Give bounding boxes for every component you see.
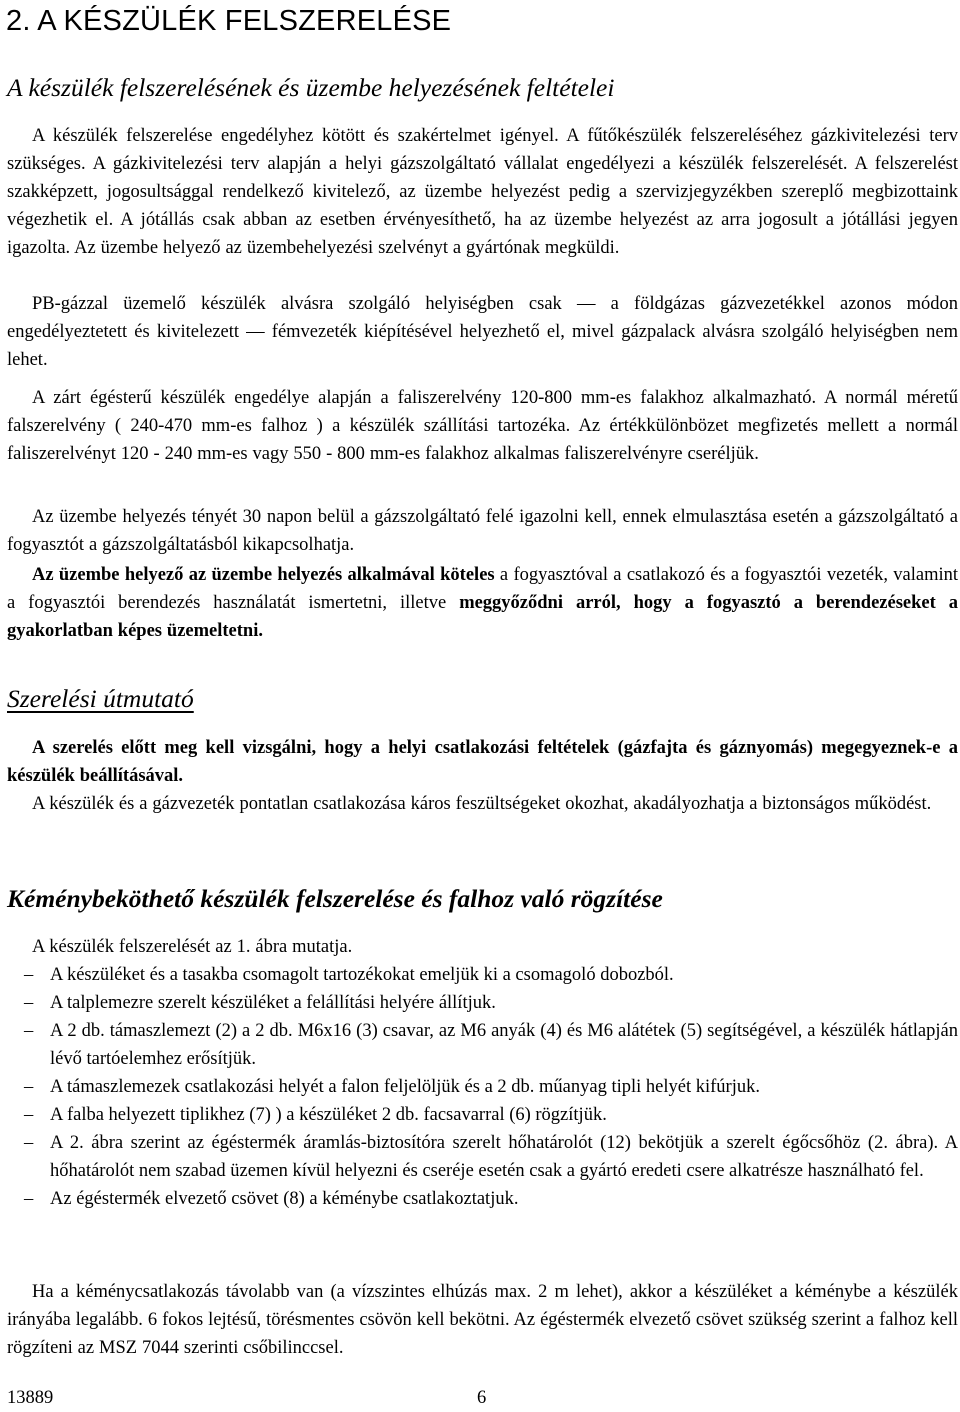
section-title-conditions: A készülék felszerelésének és üzembe helyezésének feltételei — [7, 73, 615, 102]
list-item-text: A támaszlemezek csatlakozási helyét a falon feljelöljük és a 2 db. műanyag tipli helyét kifúrjuk. — [50, 1077, 760, 1097]
section-title-chimney-mounting: Kéménybeköthető készülék felszerelése és falhoz való rögzítése — [7, 884, 663, 913]
dash-bullet: – — [24, 993, 34, 1013]
paragraph-pb-gas: PB-gázzal üzemelő készülék alvásra szolgáló helyiségben csak — a földgázas gázvezetékkel azonos módon engedélyeztetett és kivitelezett — fémvezeték kiépítésével helyezhető el, mivel gázpalack alvásra szolgáló helyiségben nem lehet. — [7, 294, 958, 370]
dash-bullet: – — [24, 965, 34, 985]
list-item-text: A talplemezre szerelt készüléket a felállítási helyére állítjuk. — [50, 993, 496, 1013]
list-item — [7, 1185, 958, 1213]
dash-bullet: – — [24, 1189, 34, 1209]
list-item-text: A 2 db. támaszlemezt (2) a 2 db. M6x16 (3) csavar, az M6 anyák (4) és M6 alátétek (5) segítségével, a készülék hátlapján lévő tartóelemhez erősítjük. — [50, 1021, 958, 1069]
paragraph-figure-reference: A készülék felszerelését az 1. ábra mutatja. — [32, 937, 353, 957]
installation-steps-list — [7, 961, 958, 1213]
paragraph-installer-duties — [7, 561, 958, 645]
list-item — [7, 989, 958, 1017]
list-item — [7, 961, 958, 989]
list-item-text: Az égéstermék elvezető csövet (8) a kéménybe csatlakoztatjuk. — [50, 1189, 519, 1209]
list-item — [7, 1017, 958, 1073]
paragraph-chimney-connection: Ha a kéménycsatlakozás távolabb van (a vízszintes elhúzás max. 2 m lehet), akkor a készüléket a kéménybe a készülék irányába legalább. 6 fokos lejtésű, törésmentes csövön kell bekötni. Az égéstermék elvezető csövet szükség szerint a falhoz kell rögzíteni az MSZ 7044 szerinti csőbilinccsel. — [7, 1282, 958, 1358]
list-item — [7, 1129, 958, 1185]
paragraph-check-conditions: A szerelés előtt meg kell vizsgálni, hogy a helyi csatlakozási feltételek (gázfajta és gáznyomás) megegyeznek-e a készülék beállításával. — [7, 738, 958, 786]
dash-bullet: – — [24, 1105, 34, 1125]
installer-duty-text: a fogyasztóval a csatlakozó és a fogyasztói vezeték, valamint a fogyasztói berendezés használatát ismertetni, illetve — [7, 565, 958, 613]
chapter-heading: 2. A KÉSZÜLÉK FELSZERELÉSE — [6, 5, 452, 37]
section-title-installation-guide: Szerelési útmutató — [7, 684, 194, 713]
list-item — [7, 1101, 958, 1129]
paragraph-permit: A készülék felszerelése engedélyhez kötött és szakértelmet igényel. A fűtőkészülék felszereléséhez gázkivitelezési terv szükséges. A gázkivitelezési terv alapján a helyi gázszolgáltató vállalat engedélyezi a készülék felszerelését. A felszerelést szakképzett, jogosultsággal rendelkező kivitelező, az üzembe helyezést pedig a szervizjegyzékben szereplő megbizottaink végezhetik el. A jótállás csak abban az esetben érvényesíthető, ha az üzembe helyezést az arra jogosult a jótállási jegyen igazolta. Az üzembe helyező az üzembehelyezési szelvényt a gyártónak megküldi. — [7, 126, 958, 258]
list-item-text: A 2. ábra szerint az égéstermék áramlás-biztosítóra szerelt hőhatárolót (12) bekötjük a szerelt égőcsőhöz (2. ábra). A hőhatárolót nem szabad üzemen kívül helyezni és cseréje esetén csak a gyártó eredeti csere alkatrésze használható fel. — [50, 1133, 958, 1181]
dash-bullet: – — [24, 1077, 34, 1097]
installer-duty-bold: Az üzembe helyező az üzembe helyezés alkalmával köteles — [32, 565, 495, 585]
paragraph-wall-fitting: A zárt égésterű készülék engedélye alapján a faliszerelvény 120-800 mm-es falakhoz alkalmazható. A normál méretű falszerelvény ( 240-470 mm-es falhoz ) a készülék szállítási tartozéka. Az értékkülönbözet megfizetés mellett a normál faliszerelvényt 120 - 240 mm-es vagy 550 - 800 mm-es falakhoz alkalmas faliszerelvényre cseréljük. — [7, 388, 958, 464]
document-number: 13889 — [7, 1388, 54, 1408]
list-item — [7, 1073, 958, 1101]
list-item-text: A készüléket és a tasakba csomagolt tartozékokat emeljük ki a csomagoló dobozból. — [50, 965, 674, 985]
installer-ensure-bold: meggyőződni arról, hogy a fogyasztó a berendezéseket a gyakorlatban képes üzemeltetni. — [7, 593, 958, 641]
page-number: 6 — [477, 1388, 487, 1408]
dash-bullet: – — [24, 1133, 34, 1153]
paragraph-connection-warning: A készülék és a gázvezeték pontatlan csatlakozása káros feszültségeket okozhat, akadályozhatja a biztonságos működést. — [32, 794, 932, 814]
dash-bullet: – — [24, 1021, 34, 1041]
list-item-text: A falba helyezett tiplikhez (7) ) a készüléket 2 db. facsavarral (6) rögzítjük. — [50, 1105, 607, 1125]
paragraph-certification: Az üzembe helyezés tényét 30 napon belül a gázszolgáltató felé igazolni kell, ennek elmulasztása esetén a gázszolgáltató a fogyasztót a gázszolgáltatásból kikapcsolhatja. — [7, 507, 958, 555]
